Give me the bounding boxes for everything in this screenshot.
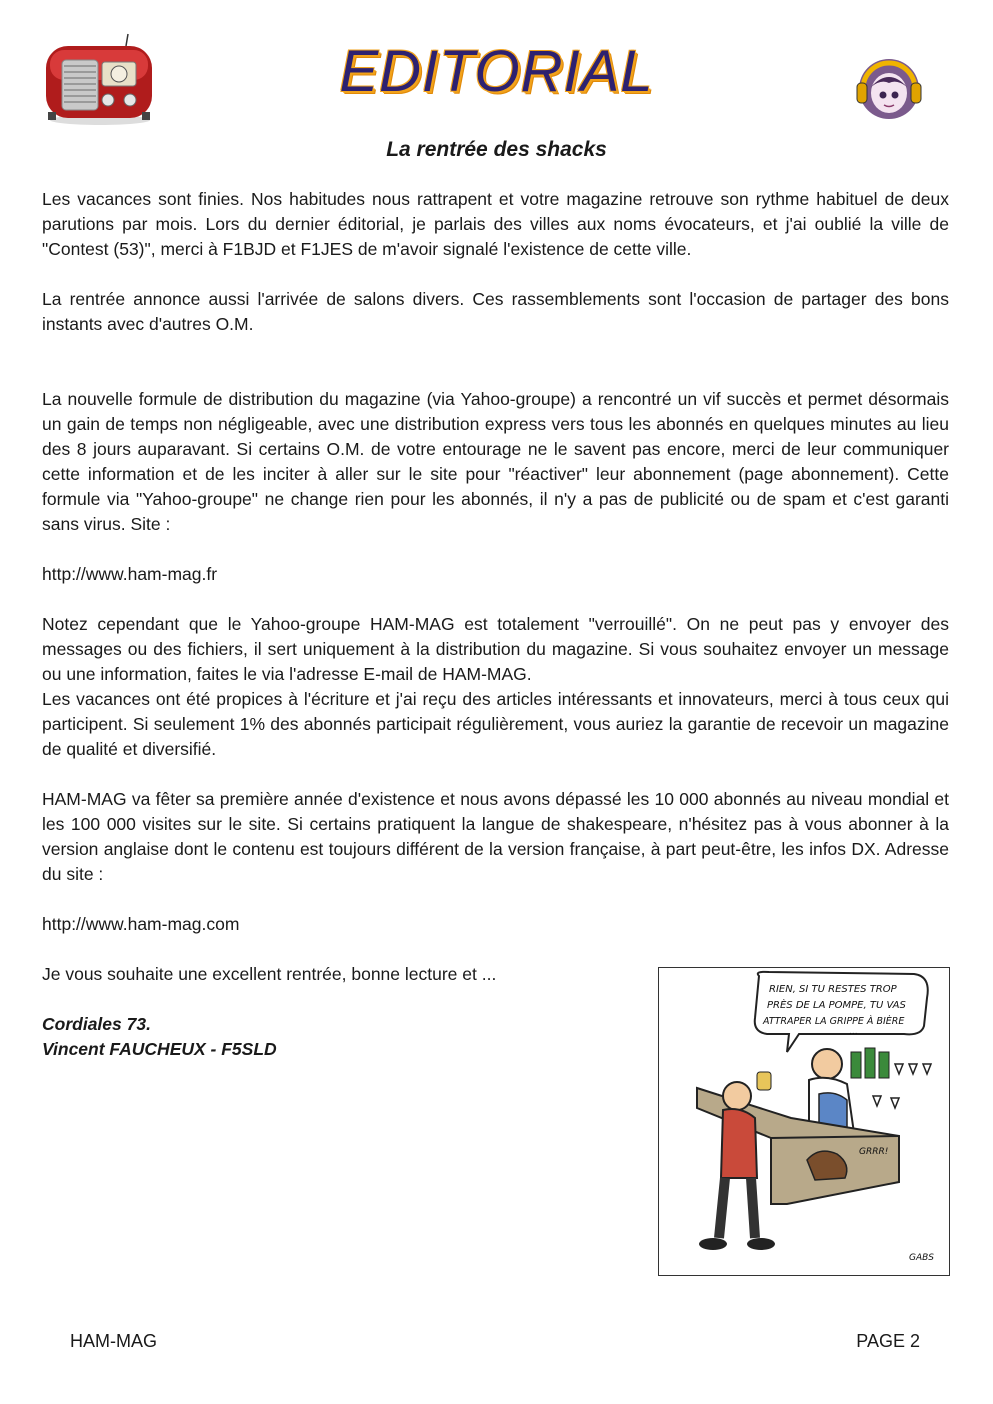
artist-signature: GABS <box>909 1253 935 1263</box>
speech-text: ATTRAPER LA GRIPPE À BIÈRE <box>763 1016 905 1027</box>
website-link-fr[interactable]: http://www.ham-mag.fr <box>42 564 218 584</box>
speech-text: PRÈS DE LA POMPE, TU VAS <box>767 1000 906 1011</box>
footer-magazine-name: HAM-MAG <box>70 1331 157 1351</box>
website-link-com[interactable]: http://www.ham-mag.com <box>42 914 240 934</box>
footer-page-number: PAGE 2 <box>856 1331 920 1351</box>
paragraph: HAM-MAG va fêter sa première année d'existence et nous avons dépassé les 10 000 abonnés au niveau mondial et les 100 000 visites sur le site. Si certains pratiquent la langue de shakespeare, n'hésitez pas à vous abonner à la version anglaise dont le contenu est toujours différent de la version française, à part peut-être, les infos DX. Adresse du site : <box>42 789 949 884</box>
signoff-greeting: Cordiales 73. <box>42 1014 151 1034</box>
speech-text: RIEN, SI TU RESTES TROP <box>769 984 897 995</box>
paragraph: Notez cependant que le Yahoo-groupe HAM-MAG est totalement "verrouillé". On ne peut pas y envoyer des messages ou des fichiers, il sert uniquement à la distribution du magazine. Si vous souhaitez envoyer un message ou une information, faites le via l'adresse E-mail de HAM-MAG. <box>42 614 949 684</box>
signoff-author: Vincent FAUCHEUX - F5SLD <box>42 1039 277 1059</box>
paragraph: La nouvelle formule de distribution du magazine (via Yahoo-groupe) a rencontré un vif succès et permet désormais un gain de temps non négligeable, avec une distribution express vers tous les abonnés en quelques minutes au lieu des 8 jours auparavant. Si certains O.M. de votre entourage ne le savent pas encore, merci de leur communiquer cette information et de les inciter à aller sur le site pour "réactiver" leur abonnement (page abonnement). Cette formule via "Yahoo-groupe" ne change rien pour les abonnés, il n'y a pas de publicité ou de spam et c'est garanti sans virus. Site : <box>42 389 949 534</box>
closing-line: Je vous souhaite une excellent rentrée, bonne lecture et ... <box>42 964 497 984</box>
growl-text: GRRR! <box>859 1147 889 1157</box>
paragraph: Les vacances sont finies. Nos habitudes nous rattrapent et votre magazine retrouve son rythme habituel de deux parutions par mois. Lors du dernier éditorial, je parlais des villes aux noms évocateurs, et j'ai oublié la ville de "Contest (53)", merci à F1BJD et F1JES de m'avoir signalé l'existence de cette ville. <box>42 189 949 259</box>
speech-text: ... <box>849 1027 858 1037</box>
article-subtitle: La rentrée des shacks <box>386 138 607 161</box>
bar-cartoon-illustration <box>658 967 950 1276</box>
headphones-avatar-icon <box>853 53 925 121</box>
page-title: EDITORIAL <box>339 39 654 104</box>
article-body <box>42 187 949 1062</box>
paragraph: La rentrée annonce aussi l'arrivée de salons divers. Ces rassemblements sont l'occasion de partager des bons instants avec d'autres O.M. <box>42 289 949 334</box>
paragraph: Les vacances ont été propices à l'écriture et j'ai reçu des articles intéressants et innovateurs, merci à tous ceux qui participent. Si seulement 1% des abonnés participait régulièrement, vous auriez la garantie de recevoir un magazine de qualité et diversifié. <box>42 689 949 759</box>
